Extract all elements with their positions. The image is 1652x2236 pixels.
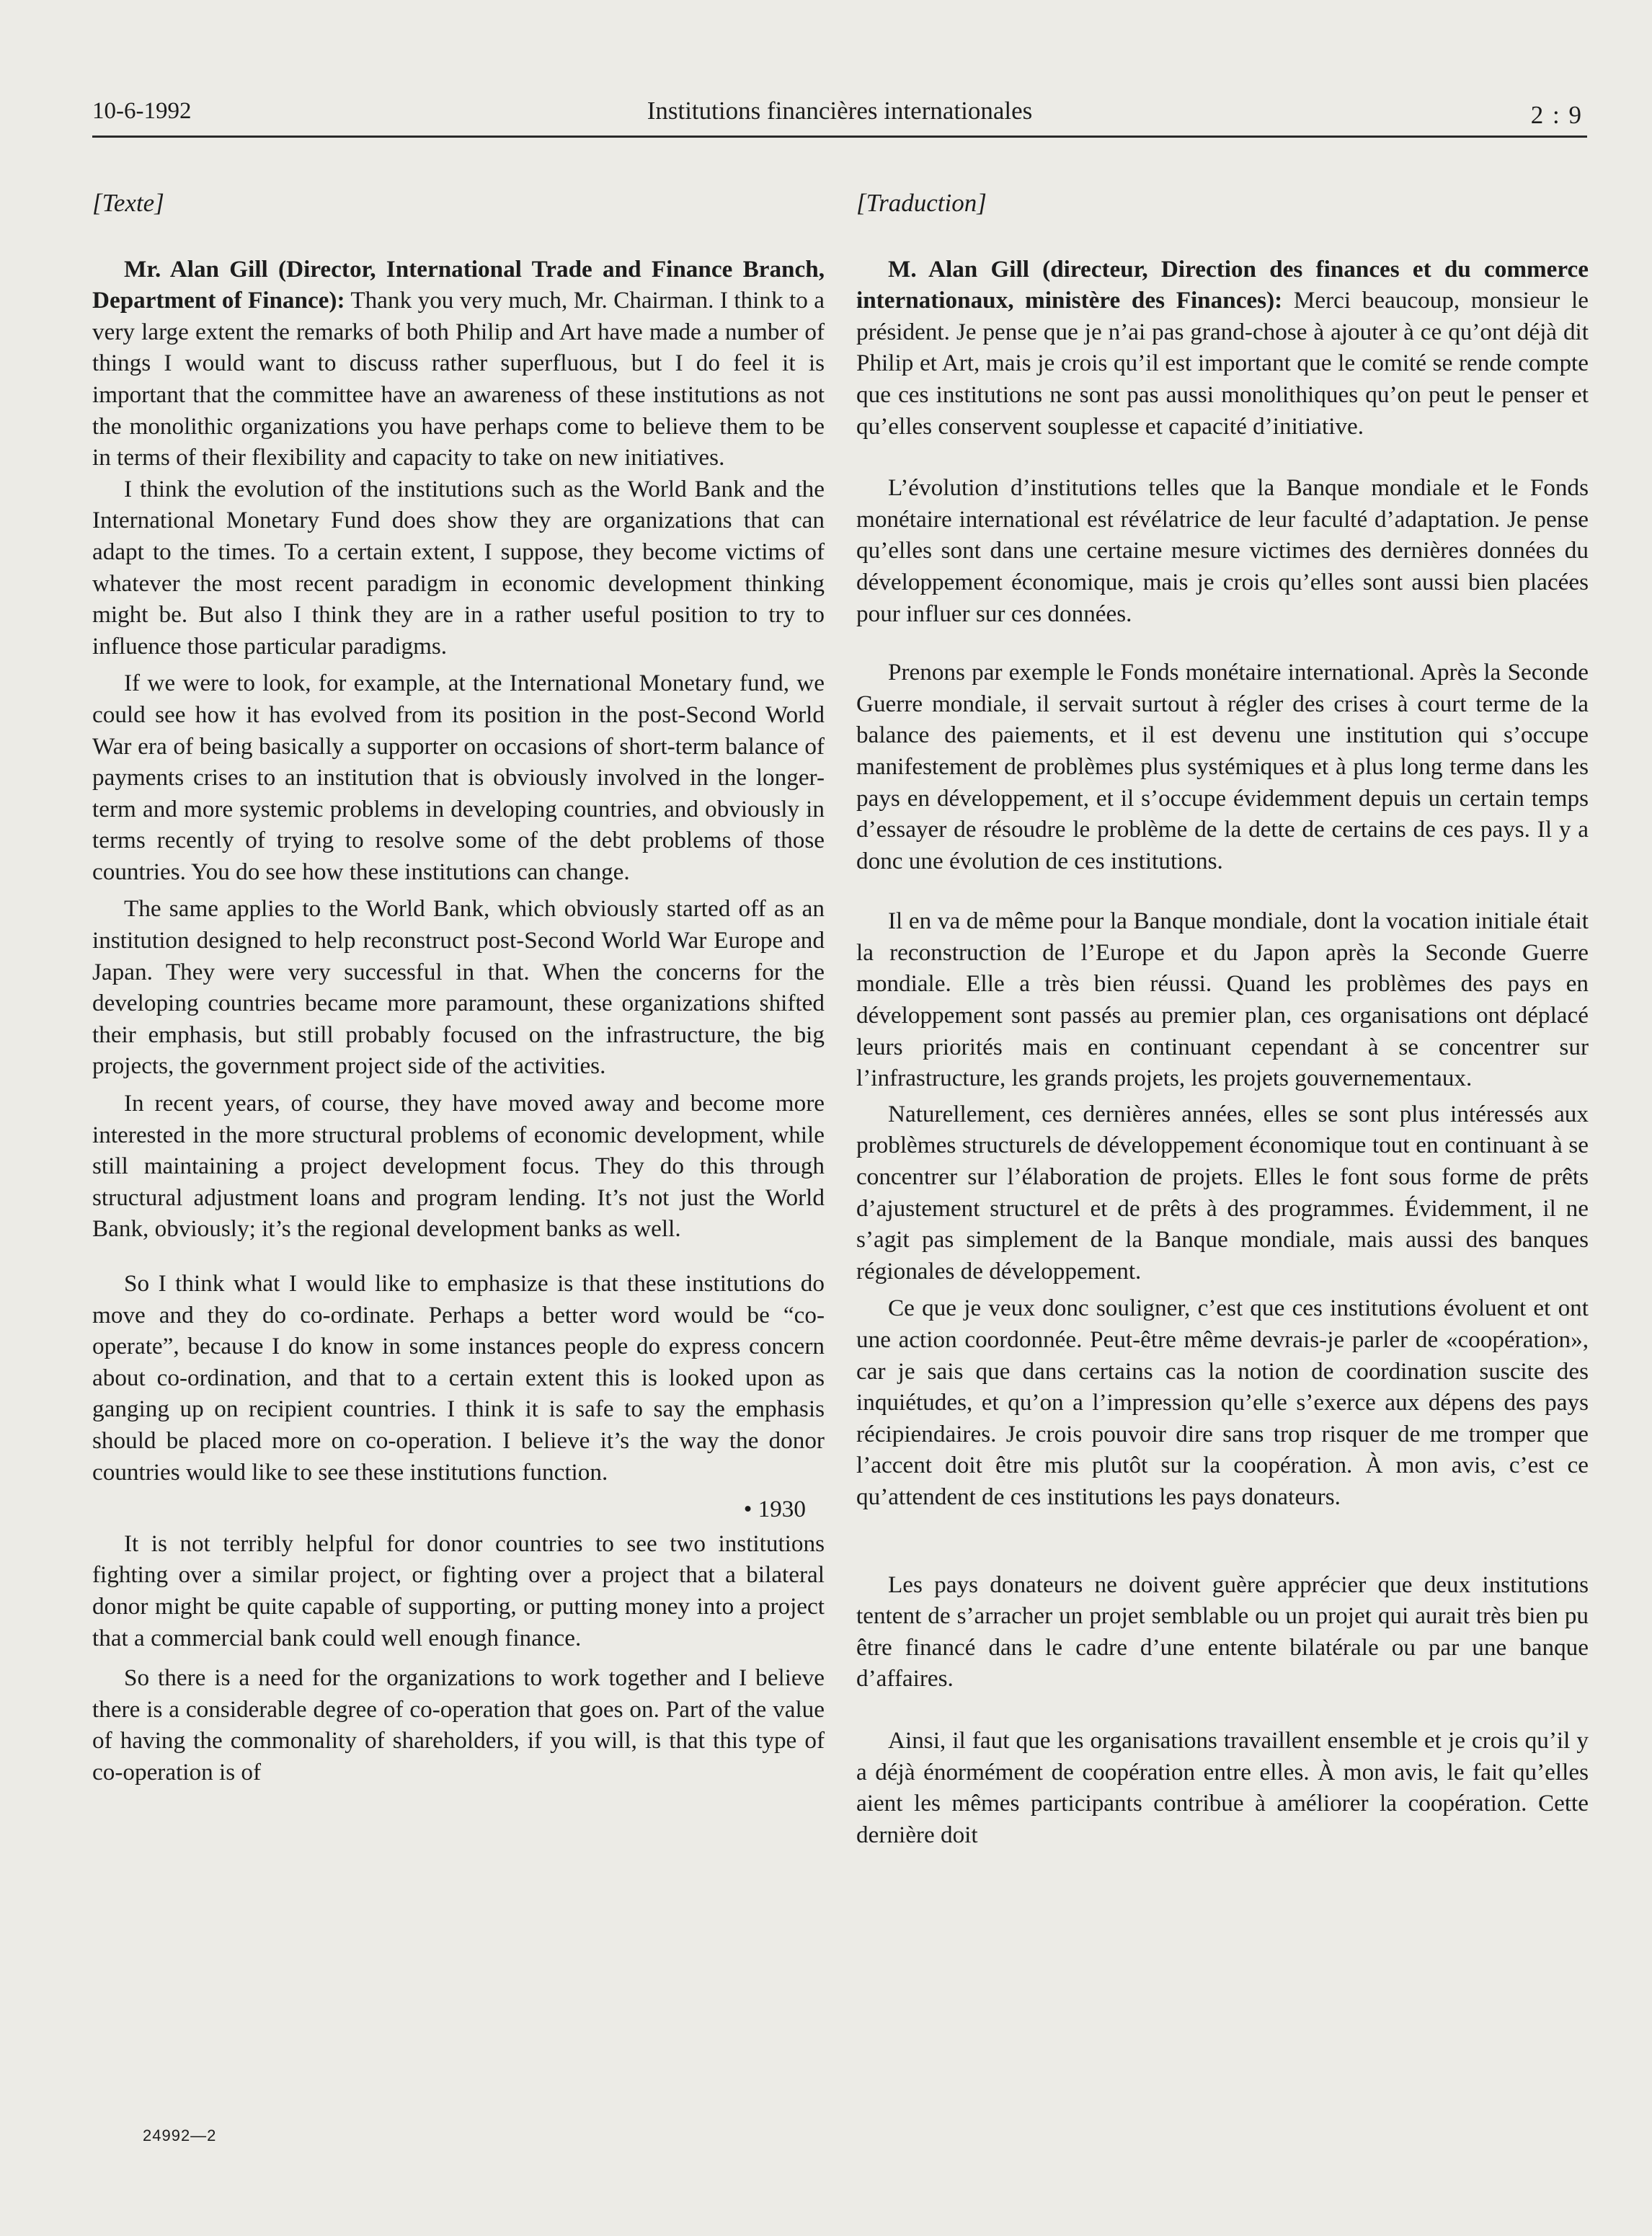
english-paragraph-7: It is not terribly helpful for donor countries to see two institutions fighting over a similar project, or fighting over a project that a bilateral donor might be quite capable of supporting, or putting money into a project that a commercial bank could well enough finance. [92,1530,825,1651]
french-column [856,187,1589,1850]
french-paragraph-6: Ce que je veux donc souligner, c’est que ces institutions évoluent et ont une action coordonnée. Peut-être même devrais-je parler de «coopération», car je sais que dans certains cas la notion de coordination suscite des inquiétudes, et qu’on a l’impression qu’elle s’exerce aux dépens des pays récipiendaires. Je crois pouvoir dire sans trop risquer de me tromper que l’accent doit être mis plutôt sur la coopération. À mon avis, c’est ce qu’attendent de ces institutions les pays donateurs. [856,1295,1589,1510]
french-paragraph-8: Ainsi, il faut que les organisations travaillent ensemble et je crois qu’il y a déjà énormément de coopération entre elles. À mon avis, le fait qu’elles aient les mêmes participants contribue à améliorer la coopération. Cette dernière doit [856,1726,1589,1848]
english-paragraph-2: I think the evolution of the institutions such as the World Bank and the International Monetary Fund does show they are organizations that can adapt to the times. To a certain extent, I suppose, they become victims of whatever the most recent paradigm in economic development thinking might be. But also I think they are in a rather useful position to try to influence those particular paradigms. [92,475,825,660]
english-paragraph-3: If we were to look, for example, at the International Monetary fund, we could see how it has evolved from its position in the post-Second World War era of being basically a supporter on occasions of short-term balance of payments crises to an institution that is obviously involved in the longer-term and more systemic problems in developing countries, and obviously in terms recently of trying to resolve some of the debt problems of those countries. You do see how these institutions can change. [92,670,825,885]
english-paragraph-8: So there is a need for the organizations to work together and I believe there is a considerable degree of co-operation that goes on. Part of the value of having the commonality of shareholders, if you will, is that this type of co-operation is of [92,1664,825,1785]
french-paragraph-5: Naturellement, ces dernières années, elles se sont plus intéressés aux problèmes structurels de développement économique tout en continuant à se concentrer sur l’élaboration de projets. Elles le font sous forme de prêts d’ajustement structurel et de prêts à des programmes. Évidemment, il ne s’agit pas simplement de la Banque mondiale, mais aussi des banques régionales de développement. [856,1100,1589,1285]
french-paragraph-2: L’évolution d’institutions telles que la Banque mondiale et le Fonds monétaire international est révélatrice de leur faculté d’adaptation. Je pense qu’elles sont dans une certaine mesure victimes des dernières données du développement économique, mais je crois qu’elles sont aussi bien placées pour influer sur ces données. [856,474,1589,627]
english-paragraph-1-text: Thank you very much, Mr. Chairman. I think to a very large extent the remarks of both Philip and Art have made a number of things I would want to discuss rather superfluous, but I do feel it is important that the committee have an awareness of these institutions as not the monolithic organizations you have perhaps come to believe them to be in terms of their flexibility and capacity to take on new initiatives. [92,287,825,471]
english-speaker-name: Mr. Alan Gill (Director, International Trade and Finance Branch, Department of Finance): [92,255,825,314]
english-paragraph-1 [92,254,825,474]
print-code: 24992—2 [143,2126,217,2144]
french-speaker-name: M. Alan Gill (directeur, Direction des finances et du commerce internationaux, ministère des Finances): [856,255,1589,314]
english-paragraph-6: So I think what I would like to emphasize is that these institutions do move and they do co-ordinate. Perhaps a better word would be “co-operate”, because I do know in some instances people do express concern about co-ordination, and that to a certain extent this is looked upon as ganging up on recipient countries. I think it is safe to say the emphasis should be placed more on co-operation. I believe it’s the way the donor countries would like to see these institutions function. [92,1270,825,1486]
header-date: 10-6-1992 [92,98,192,124]
english-paragraph-5: In recent years, of course, they have moved away and become more interested in the more structural problems of economic development, while still maintaining a project development focus. They do this through structural adjustment loans and program lending. It’s not just the World Bank, obviously; it’s the regional development banks as well. [92,1090,825,1243]
french-paragraph-1-text: Merci beaucoup, monsieur le président. Je pense que je n’ai pas grand-chose à ajouter à ce qu’ont déjà dit Philip et Art, mais je crois qu’il est important que le comité se rende compte que ces institutions ne sont pas aussi monolithiques qu’on peut le penser et qu’elles conservent souplesse et capacité d’initiative. [856,287,1589,440]
french-column-tag: [Traduction] [856,189,987,217]
page-header [92,92,1587,138]
french-paragraph-3: Prenons par exemple le Fonds monétaire international. Après la Seconde Guerre mondiale, il servait surtout à régler des crises à court terme de la balance des paiements, et il est devenu une institution qui s’occupe manifestement de problèmes plus systémiques et à plus long terme dans les pays en développement, et il s’occupe évidemment depuis un certain temps d’essayer de résoudre le problème de la dette de certains de ces pays. Il y a donc une évolution de ces institutions. [856,659,1589,874]
english-paragraph-4: The same applies to the World Bank, which obviously started off as an institution designed to help reconstruct post-Second World War Europe and Japan. They were very successful in that. When the concerns for the developing countries became more paramount, these organizations shifted their emphasis, but still probably focused on the infrastructure, the big projects, the government project side of the activities. [92,895,825,1080]
header-title: Institutions financières internationales [647,97,1033,125]
header-page-number: 2 : 9 [1530,101,1583,129]
timestamp-marker: • 1930 [743,1496,806,1523]
english-column [92,187,825,1788]
french-paragraph-7: Les pays donateurs ne doivent guère apprécier que deux institutions tentent de s’arracher un projet semblable ou un projet qui aurait très bien pu être financé dans le cadre d’une entente bilatérale ou par une banque d’affaires. [856,1571,1589,1692]
french-paragraph-1 [856,254,1589,443]
french-paragraph-4: Il en va de même pour la Banque mondiale, dont la vocation initiale était la reconstruction de l’Europe et du Japon après la Seconde Guerre mondiale. Elle a très bien réussi. Quand les problèmes des pays en développement sont passés au premier plan, ces organisations ont déplacé leurs priorités mais en continuant cependant à se concentrer sur l’infrastructure, les grands projets, les projets gouvernementaux. [856,908,1589,1092]
english-column-tag: [Texte] [92,189,164,217]
